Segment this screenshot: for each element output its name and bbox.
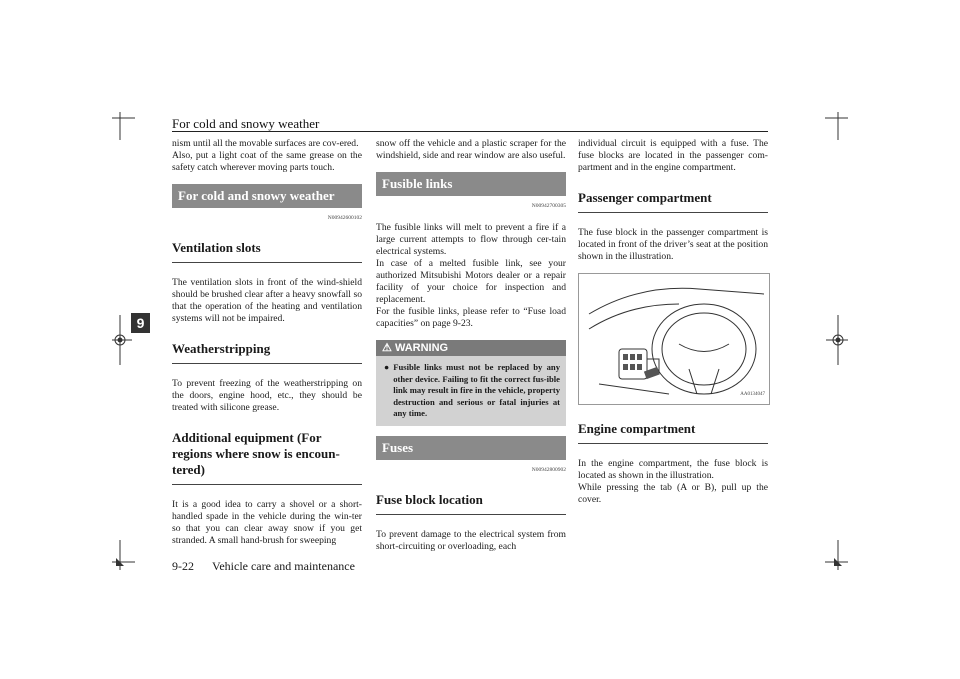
col3-intro: individual circuit is equipped with a fuse. The fuse blocks are located in the passenger com-partment and in the engine compartment. — [578, 138, 768, 173]
engine-text: In the engine compartment, the fuse block is located as shown in the illustration. While pressing the tab (A or B), pull up the cover. — [578, 458, 768, 505]
warning-text: Fusible links must not be replaced by any other device. Failing to fit the correct fus-ible link may result in fire in the vehicle, property destruction and serious or fatal injuries at any time. — [393, 362, 560, 418]
warning-body — [376, 356, 566, 426]
subheading-fuse-block-location: Fuse block location — [376, 486, 566, 515]
warning-header — [376, 340, 566, 356]
section-heading-cold-weather: For cold and snowy weather — [172, 184, 362, 208]
illustration-code: AA0134047 — [740, 392, 765, 397]
fusible-code: N00942700305 — [531, 203, 566, 209]
column-1 — [172, 138, 362, 557]
column-3 — [578, 138, 768, 516]
fusible-text: The fusible links will melt to prevent a fire if a large current attempts to flow through cer-tain electrical systems. In case of a melted fusible link, see your authorized Mitsubishi Motors dealer or a repair facility of your choice for inspection and replacement. For the fusible links, please refer to “Fuse load capacities” on page 9-23. — [376, 222, 566, 329]
heading-code: N00942600102 — [327, 215, 362, 221]
ventilation-text: The ventilation slots in front of the wind-shield should be brushed clear after a heavy snowfall so that the operation of the heating and ventilation systems will not be impaired. — [172, 277, 362, 324]
fuse-block-illustration — [578, 273, 770, 405]
section-tab: 9 — [131, 313, 150, 333]
passenger-text: The fuse block in the passenger compartment is located in front of the driver’s seat at the position shown in the illustration. — [578, 227, 768, 262]
warning-label: WARNING — [394, 342, 449, 354]
footer-section-title: Vehicle care and maintenance — [212, 559, 355, 573]
section-heading-fuses: Fuses — [376, 436, 566, 460]
fuse-block-text: To prevent damage to the electrical system from short-circuiting or overloading, each — [376, 528, 566, 552]
fuses-code: N00942800902 — [531, 466, 566, 473]
weatherstripping-text: To prevent freezing of the weatherstripping on the doors, engine hood, etc., they should be treated with silicone grease. — [172, 378, 362, 413]
subheading-weatherstripping: Weatherstripping — [172, 335, 362, 364]
col2-intro: snow off the vehicle and a plastic scraper for the windshield, side and rear window are also useful. — [376, 138, 566, 161]
warning-box — [376, 340, 566, 426]
subheading-engine-compartment: Engine compartment — [578, 415, 768, 444]
col1-intro: nism until all the movable surfaces are cov-ered. Also, put a light coat of the same grease on the safety catch wherever moving parts touch. — [172, 138, 362, 173]
dashboard-illustration — [579, 274, 769, 404]
subheading-ventilation-slots: Ventilation slots — [172, 234, 362, 263]
subheading-additional-equipment: Additional equipment (For regions where snow is encoun-tered) — [172, 424, 362, 485]
warning-triangle-icon: ⚠ — [382, 342, 392, 354]
bullet-icon: ● — [384, 362, 390, 372]
subheading-passenger-compartment: Passenger compartment — [578, 184, 768, 213]
page-header-title: For cold and snowy weather — [172, 116, 320, 131]
header-divider — [172, 131, 768, 132]
footer-page-number: 9-22 — [172, 559, 194, 573]
additional-equipment-text: It is a good idea to carry a shovel or a short-handled spade in the vehicle during the win-ter so that you can clear away snow if you get stranded. A small hand-brush for sweeping — [172, 499, 362, 546]
column-2 — [376, 138, 566, 563]
section-heading-fusible-links: Fusible links — [376, 172, 566, 196]
